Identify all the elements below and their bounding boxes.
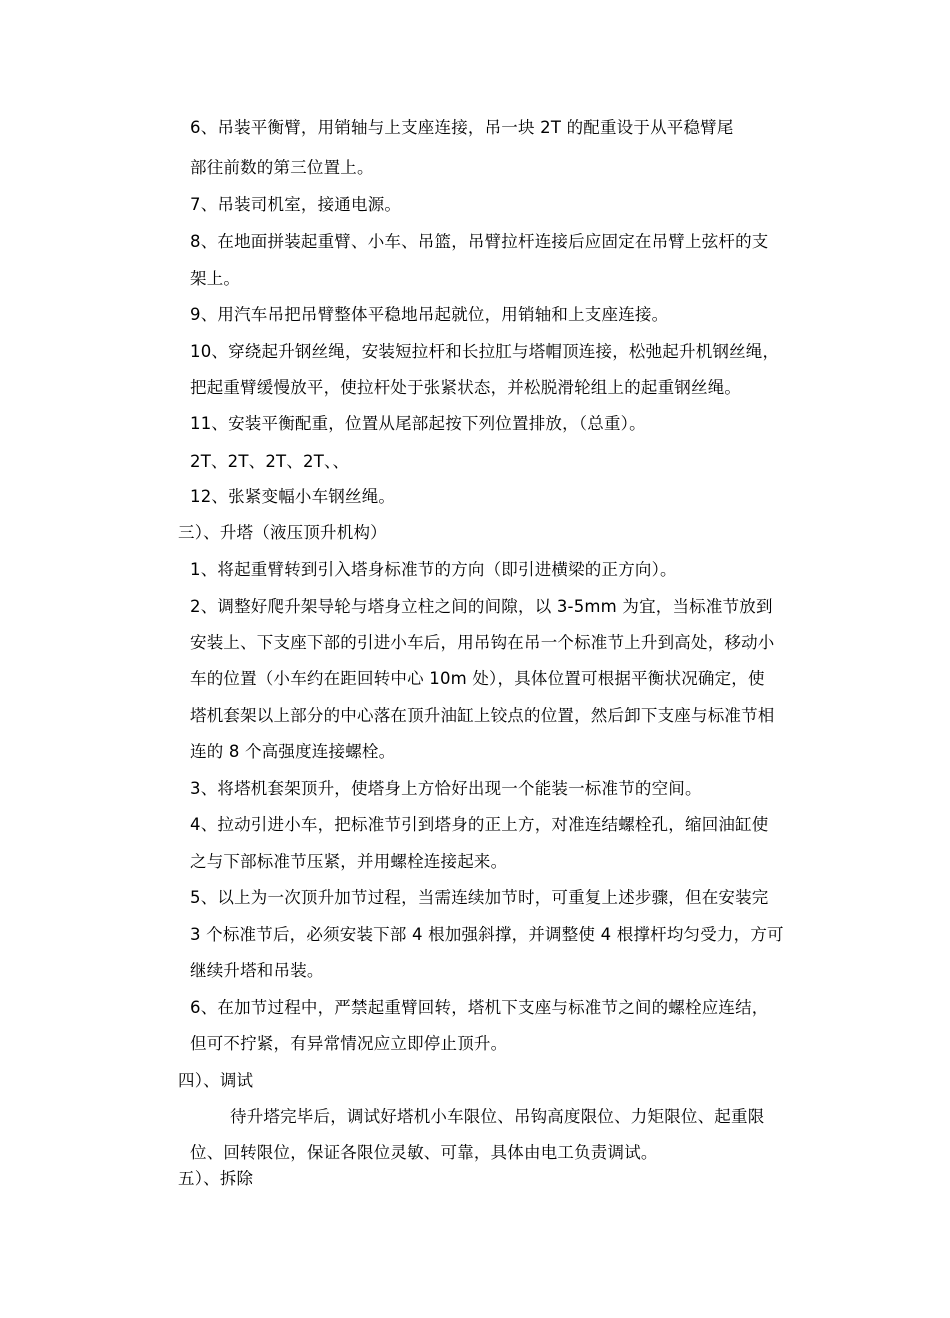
- text-line: 但可不拧紧，有异常情况应立即停止顶升。: [190, 1034, 508, 1053]
- text-line: 把起重臂缓慢放平，使拉杆处于张紧状态，并松脱滑轮组上的起重钢丝绳。: [190, 378, 742, 397]
- text-line: 架上。: [190, 269, 241, 288]
- text-line: 待升塔完毕后，调试好塔机小车限位、吊钩高度限位、力矩限位、起重限: [230, 1107, 765, 1126]
- text-line: 6、在加节过程中，严禁起重臂回转，塔机下支座与标准节之间的螺栓应连结，: [190, 998, 769, 1017]
- text-line: 车的位置（小车约在距回转中心 10m 处），具体位置可根据平衡状况确定，使: [190, 669, 765, 688]
- text-line: 10、穿绕起升钢丝绳，安装短拉杆和长拉肛与塔帽顶连接，松弛起升机钢丝绳，: [190, 342, 780, 361]
- text-line: 4、拉动引进小车，把标准节引到塔身的正上方，对准连结螺栓孔，缩回油缸使: [190, 815, 769, 834]
- text-line: 继续升塔和吊装。: [190, 961, 324, 980]
- text-line: 7、吊装司机室，接通电源。: [190, 195, 402, 214]
- text-line: 安装上、下支座下部的引进小车后，用吊钩在吊一个标准节上升到高处，移动小: [190, 633, 775, 652]
- text-line: 12、张紧变幅小车钢丝绳。: [190, 487, 396, 506]
- text-line: 2、调整好爬升架导轮与塔身立柱之间的间隙，以 3-5mm 为宜，当标准节放到: [190, 597, 773, 616]
- text-line: 3、将塔机套架顶升，使塔身上方恰好出现一个能装一标准节的空间。: [190, 779, 702, 798]
- text-line: 9、用汽车吊把吊臂整体平稳地吊起就位，用销轴和上支座连接。: [190, 305, 669, 324]
- text-line: 之与下部标准节压紧，并用螺栓连接起来。: [190, 852, 508, 871]
- text-line: 部往前数的第三位置上。: [190, 158, 374, 177]
- text-line: 1、将起重臂转到引入塔身标准节的方向（即引进横梁的正方向）。: [190, 560, 677, 579]
- text-line: 8、在地面拼装起重臂、小车、吊篮，吊臂拉杆连接后应固定在吊臂上弦杆的支: [190, 232, 769, 251]
- text-line: 11、安装平衡配重，位置从尾部起按下列位置排放，（总重）。: [190, 414, 646, 433]
- section-heading: 三）、升塔（液压顶升机构）: [178, 523, 387, 542]
- text-line: 6、吊装平衡臂，用销轴与上支座连接，吊一块 2T 的配重设于从平稳臂尾: [190, 118, 734, 137]
- section-heading: 五）、拆除: [178, 1169, 254, 1188]
- text-line: 2T、2T、2T、2T、、: [190, 452, 350, 471]
- text-line: 连的 8 个高强度连接螺栓。: [190, 742, 396, 761]
- section-heading: 四）、调试: [178, 1071, 254, 1090]
- text-line: 5、以上为一次顶升加节过程，当需连续加节时，可重复上述步骤，但在安装完: [190, 888, 769, 907]
- text-line: 3 个标准节后，必须安装下部 4 根加强斜撑，并调整使 4 根撑杆均匀受力，方可: [190, 925, 784, 944]
- text-line: 塔机套架以上部分的中心落在顶升油缸上铰点的位置，然后卸下支座与标准节相: [190, 706, 775, 725]
- text-line: 位、回转限位，保证各限位灵敏、可靠，具体由电工负责调试。: [190, 1143, 658, 1162]
